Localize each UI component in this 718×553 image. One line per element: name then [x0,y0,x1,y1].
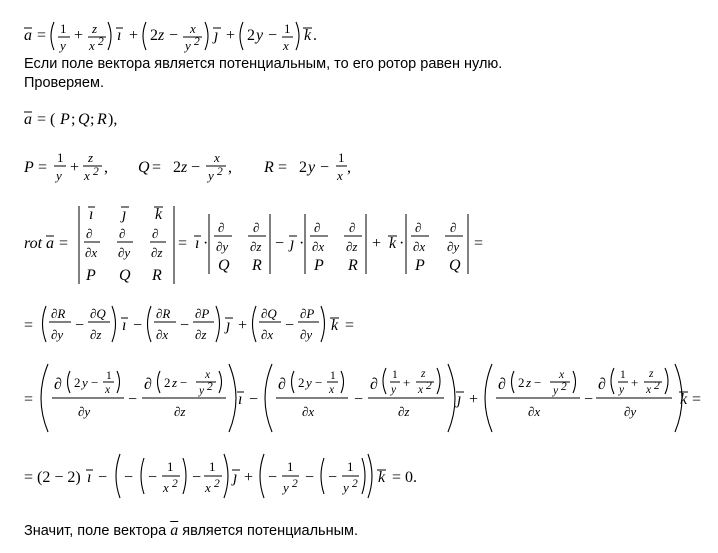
svg-text:∂: ∂ [450,220,457,235]
svg-text:ı: ı [238,391,243,408]
svg-text:y: y [199,385,205,397]
svg-text:2: 2 [247,27,255,44]
svg-text:=: = [59,235,69,252]
svg-text:P: P [415,257,425,274]
svg-text:−: − [285,317,295,334]
svg-text:z: z [92,21,98,36]
svg-text:∂P: ∂P [195,306,210,321]
svg-text:∂R: ∂R [51,306,66,321]
svg-text:∂: ∂ [152,226,159,241]
svg-text:−: − [169,27,179,44]
svg-text:∂: ∂ [218,220,225,235]
svg-text:2: 2 [214,478,220,490]
svg-text:k: k [304,27,312,44]
svg-text:∂z: ∂z [195,327,207,342]
svg-text:2: 2 [518,375,525,390]
svg-text:∂y: ∂y [624,404,637,419]
svg-text:∂y: ∂y [118,245,131,260]
svg-text:·: · [299,235,305,252]
svg-text:2: 2 [93,166,99,178]
svg-text:∂R: ∂R [156,306,171,321]
svg-text:Q: Q [78,111,90,128]
svg-text:=: = [38,159,48,176]
svg-text:R: R [152,267,162,284]
svg-text:∂: ∂ [598,376,606,393]
svg-text:·: · [399,235,405,252]
svg-text:∂x: ∂x [413,239,426,254]
svg-text:x: x [418,384,424,396]
svg-text:z: z [421,368,426,380]
svg-text:y: y [619,384,625,396]
svg-text:2: 2 [352,478,358,490]
svg-text:x: x [205,369,211,381]
svg-text:2: 2 [561,381,567,393]
svg-text:1: 1 [57,150,64,165]
svg-text:k: k [155,206,163,223]
svg-text:y: y [208,168,214,183]
svg-text:a: a [24,111,32,128]
svg-text:= (: = ( [37,111,56,128]
svg-text:1: 1 [338,150,345,165]
svg-text:=: = [692,391,702,408]
svg-text:2: 2 [426,380,432,392]
svg-text:+: + [403,375,411,390]
svg-text:2: 2 [150,27,158,44]
svg-text:x: x [283,38,289,53]
svg-text:∂: ∂ [370,376,378,393]
svg-text:ı: ı [117,27,122,44]
svg-text:ȷ: ȷ [233,469,238,486]
svg-text:ȷ: ȷ [214,27,219,44]
svg-text:∂: ∂ [119,226,126,241]
pqr-definitions [0,146,718,188]
svg-text:y: y [82,375,88,390]
svg-text:=: = [152,159,162,176]
svg-text:2: 2 [654,380,660,392]
svg-text:1: 1 [106,370,112,382]
svg-text:−: − [268,469,278,486]
svg-text:Q: Q [218,257,230,274]
svg-text:=: = [24,317,34,334]
svg-text:∂x: ∂x [528,404,541,419]
svg-text:∂y: ∂y [300,327,313,342]
svg-text:∂z: ∂z [90,327,102,342]
svg-text:−: − [191,159,201,176]
svg-text:∂x: ∂x [302,404,315,419]
svg-text:Q: Q [449,257,461,274]
svg-text:2: 2 [172,478,178,490]
svg-text:;: ; [90,111,95,128]
svg-text:2: 2 [74,375,81,390]
svg-text:−: − [133,317,143,334]
conclusion-vector: $\overline{a}$ [170,522,179,539]
check-text: Проверяем. [24,75,104,91]
svg-text:∂: ∂ [349,220,356,235]
svg-text:R: R [348,257,358,274]
svg-text:2: 2 [298,375,305,390]
svg-text:+: + [372,235,382,252]
svg-text:P: P [60,111,70,128]
svg-text:−: − [180,317,190,334]
svg-text:P: P [86,267,96,284]
svg-text:k: k [680,391,688,408]
svg-text:−: − [148,469,158,486]
svg-text:∂: ∂ [498,376,506,393]
svg-text:k: k [331,317,339,334]
svg-text:x: x [337,168,343,183]
svg-text:,: , [104,159,108,176]
svg-text:−: − [180,375,188,390]
svg-text:1: 1 [284,21,291,36]
svg-text:+: + [70,159,80,176]
svg-text:R: R [264,159,274,176]
svg-text:∂: ∂ [278,376,286,393]
svg-text:∂: ∂ [253,220,260,235]
svg-text:2: 2 [98,36,104,48]
svg-text:z: z [172,375,178,390]
rotor-determinant [0,200,718,292]
svg-text:x: x [205,480,211,495]
svg-text:= (2 − 2): = (2 − 2) [24,469,81,486]
conclusion-text [24,522,358,540]
svg-text:x: x [214,150,220,165]
svg-text:1: 1 [209,459,216,474]
svg-text:=: = [474,235,484,252]
svg-text:∂y: ∂y [447,239,460,254]
svg-text:x: x [84,168,90,183]
components-equation [0,106,718,132]
svg-text:−: − [320,159,330,176]
svg-text:∂y: ∂y [51,327,64,342]
svg-text:−: − [268,27,278,44]
svg-text:+: + [74,27,84,44]
svg-text:1: 1 [60,21,67,36]
svg-text:∂z: ∂z [346,239,358,254]
svg-text:),: ), [108,111,118,128]
svg-text:∂z: ∂z [250,239,262,254]
svg-text:∂z: ∂z [151,245,163,260]
svg-text:ı: ı [89,206,94,223]
svg-text:,: , [228,159,232,176]
svg-text:2: 2 [194,36,200,48]
svg-text:P: P [24,159,34,176]
svg-text:x: x [105,384,111,396]
svg-text:1: 1 [167,459,174,474]
svg-text:= 0.: = 0. [392,469,418,486]
svg-text:ı: ı [195,235,200,252]
svg-text:=: = [24,391,34,408]
svg-text:∂: ∂ [86,226,93,241]
svg-text:−: − [91,375,99,390]
svg-text:+: + [631,375,639,390]
svg-text:∂x: ∂x [312,239,325,254]
svg-text:y: y [306,375,312,390]
svg-text:z: z [526,375,532,390]
svg-text:−: − [275,235,285,252]
svg-text:=: = [278,159,288,176]
svg-text:−: − [128,391,138,408]
svg-text:rot: rot [24,235,43,252]
svg-text:z: z [88,150,94,165]
svg-text:∂z: ∂z [174,404,186,419]
svg-text:−: − [249,391,259,408]
svg-text:ȷ: ȷ [290,235,295,252]
svg-text:P: P [314,257,324,274]
svg-text:R: R [252,257,262,274]
svg-text:x: x [559,369,565,381]
svg-text:.: . [313,27,317,44]
svg-text:∂z: ∂z [398,404,410,419]
svg-text:−: − [98,469,108,486]
svg-text:∂: ∂ [144,376,152,393]
svg-text:z: z [181,159,188,176]
svg-text:∂x: ∂x [156,327,169,342]
result-equation [0,448,718,504]
svg-text:−: − [584,391,594,408]
svg-text:2: 2 [164,375,171,390]
svg-text:Q: Q [119,267,131,284]
svg-text:+: + [244,469,254,486]
svg-text:ȷ: ȷ [457,391,462,408]
svg-text:1: 1 [620,369,626,381]
svg-text:y: y [60,38,66,53]
svg-text:1: 1 [287,459,294,474]
svg-text:a: a [46,235,54,252]
svg-text:z: z [649,368,654,380]
svg-text:y: y [553,385,559,397]
svg-text:R: R [97,111,107,128]
svg-text:∂y: ∂y [216,239,229,254]
svg-text:+: + [129,27,139,44]
svg-text:x: x [646,384,652,396]
svg-text:x: x [190,21,196,36]
svg-text:2: 2 [217,166,223,178]
svg-text:−: − [75,317,85,334]
svg-text:∂Q: ∂Q [261,306,277,321]
svg-text:1: 1 [392,369,398,381]
conclusion-suffix: является потенциальным. [178,523,359,539]
svg-text:2: 2 [173,159,181,176]
svg-text:1: 1 [347,459,354,474]
svg-text:x: x [329,384,335,396]
svg-text:+: + [226,27,236,44]
svg-text:x: x [89,38,95,53]
svg-text:=: = [345,317,355,334]
svg-text:−: − [534,375,542,390]
svg-text:;: ; [71,111,76,128]
statement-text: Если поле вектора является потенциальным, то его ротор равен нулю. [24,56,503,72]
svg-text:ȷ: ȷ [226,317,231,334]
svg-text:y: y [185,38,191,53]
svg-text:z: z [158,27,165,44]
svg-text:−: − [354,391,364,408]
svg-text:∂: ∂ [314,220,321,235]
svg-text:k: k [378,469,386,486]
svg-text:∂P: ∂P [300,306,315,321]
svg-text:−: − [124,469,134,486]
svg-text:1: 1 [330,370,336,382]
svg-text:∂: ∂ [54,376,62,393]
svg-text:,: , [347,159,351,176]
svg-text:−: − [328,469,338,486]
svg-text:∂: ∂ [415,220,422,235]
conclusion-prefix: Значит, поле вектора [24,523,171,539]
svg-text:∂x: ∂x [261,327,274,342]
svg-text:ı: ı [122,317,127,334]
svg-text:∂x: ∂x [85,245,98,260]
svg-text:∂Q: ∂Q [90,306,106,321]
svg-text:y: y [256,27,264,44]
svg-text:y: y [308,159,316,176]
svg-text:y: y [391,384,397,396]
svg-text:ȷ: ȷ [122,206,127,223]
vector-field-equation [0,18,718,58]
svg-text:y: y [283,480,289,495]
svg-text:2: 2 [292,478,298,490]
svg-text:+: + [469,391,479,408]
svg-text:−: − [192,469,202,486]
svg-text:=: = [37,27,47,44]
svg-text:x: x [163,480,169,495]
svg-text:−: − [305,469,315,486]
svg-text:2: 2 [207,381,213,393]
svg-text:2: 2 [299,159,307,176]
svg-text:y: y [56,168,62,183]
partial-derivative-equation [0,298,718,350]
svg-text:∂y: ∂y [78,404,91,419]
svg-text:Q: Q [138,159,150,176]
svg-text:k: k [389,235,397,252]
substituted-equation [0,356,718,442]
svg-text:=: = [178,235,188,252]
svg-text:+: + [238,317,248,334]
svg-text:a: a [24,27,32,44]
svg-text:−: − [315,375,323,390]
svg-text:y: y [343,480,349,495]
svg-text:ı: ı [87,469,92,486]
svg-text:·: · [203,235,209,252]
